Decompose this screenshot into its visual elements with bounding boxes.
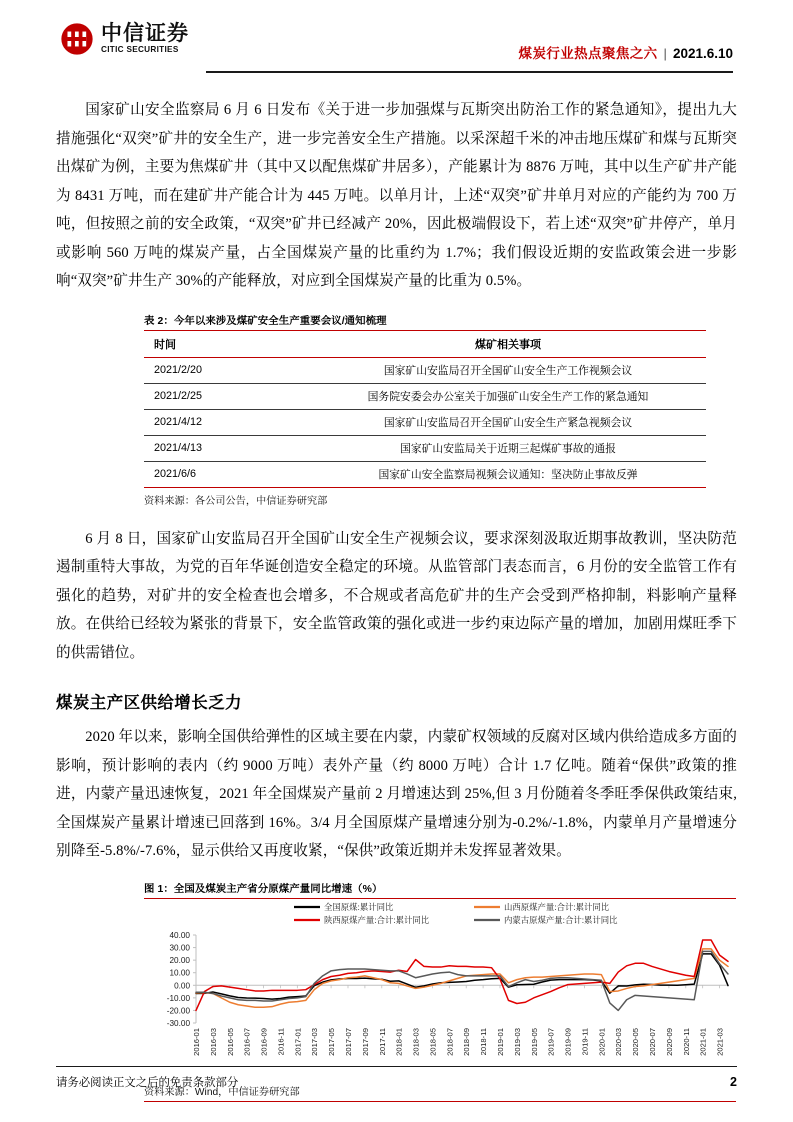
table-col-header-item: 煤矿相关事项 — [310, 330, 706, 357]
x-tick-label: 2018-07 — [445, 1027, 455, 1056]
page-number: 2 — [730, 1075, 737, 1089]
table-row — [144, 435, 706, 461]
paragraph-3: 2020 年以来，影响全国供给弹性的区域主要在内蒙，内蒙矿权领域的反腐对区域内供给造成多方面的影响，预计影响的表内（约 9000 万吨）表外产量（约 8000 万吨）合计 1.7 亿吨。随着“保供”政策的推进，内蒙产量迅速恢复，2021 年全国煤炭产量前 2 月增速达到 25%,但 3 月份随着冬季旺季保供政策结束,全国煤炭产量累计增速已回落到 16%。3/4 月全国原煤产量增速分别为-0.2%/-1.8%，内蒙单月产量增速分别降至-5.8%/-7.6%，显示供给又再度收紧，“保供”政策近期并未发挥显著效果。 — [56, 729, 737, 859]
x-tick-label: 2020-01 — [597, 1027, 607, 1056]
y-tick-label: -20.00 — [166, 1005, 190, 1015]
x-tick-label: 2017-01 — [293, 1027, 303, 1056]
x-tick-label: 2017-05 — [327, 1027, 337, 1056]
table-row — [144, 409, 706, 435]
cell-item: 国家矿山安全监察局视频会议通知：坚决防止事故反弹 — [310, 461, 706, 487]
x-tick-label: 2020-07 — [648, 1027, 657, 1056]
footer-divider — [56, 1066, 737, 1067]
report-date: 2021.6.10 — [672, 46, 733, 61]
legend-label: 全国原煤:累计同比 — [324, 901, 394, 912]
footer-disclaimer: 请务必阅读正文之后的免责条款部分 — [56, 1077, 239, 1089]
x-tick-label: 2020-09 — [664, 1027, 674, 1056]
chart-container — [144, 899, 736, 1081]
header-separator: | — [663, 46, 667, 61]
y-tick-label: 30.00 — [169, 943, 190, 953]
y-tick-label: 0.00 — [174, 980, 190, 990]
x-tick-label: 2016-01 — [192, 1027, 201, 1056]
line-chart — [144, 899, 736, 1081]
x-tick-label: 2019-11 — [580, 1027, 590, 1055]
table-source-note: 资料来源：各公司公告，中信证券研究部 — [144, 495, 328, 507]
header-divider — [206, 71, 733, 73]
cell-time: 2021/4/12 — [144, 409, 310, 435]
cell-item: 国家矿山安监局关于近期三起煤矿事故的通报 — [310, 435, 706, 461]
legend-label: 陕西原煤产量:合计:累计同比 — [324, 914, 430, 925]
x-tick-label: 2016-05 — [225, 1027, 235, 1056]
citic-logo — [60, 22, 189, 56]
x-tick-label: 2017-03 — [310, 1027, 320, 1056]
table-row — [144, 383, 706, 409]
figure-caption: 图 1：全国及煤炭主产省分原煤产量同比增速（%） — [144, 883, 383, 895]
table-body — [144, 357, 706, 487]
x-tick-label: 2017-07 — [344, 1027, 353, 1056]
x-tick-label: 2019-05 — [529, 1027, 539, 1056]
x-tick-label: 2019-09 — [563, 1027, 573, 1056]
y-tick-label: 20.00 — [169, 955, 190, 965]
table-caption: 表 2：今年以来涉及煤矿安全生产重要会议/通知梳理 — [144, 315, 387, 327]
x-tick-label: 2021-01 — [698, 1027, 708, 1056]
y-tick-label: -30.00 — [166, 1018, 190, 1028]
y-tick-label: -10.00 — [166, 993, 190, 1003]
x-tick-label: 2016-11 — [276, 1027, 286, 1055]
logo-name-cn: 中信证券 — [101, 21, 189, 46]
table-exhibit — [56, 312, 737, 507]
cell-time: 2021/2/25 — [144, 383, 310, 409]
citic-logo-icon — [60, 22, 94, 56]
page-header — [56, 0, 737, 72]
chart-series-line — [196, 951, 728, 1010]
x-tick-label: 2016-03 — [208, 1027, 218, 1056]
cell-item: 国务院安委会办公室关于加强矿山安全生产工作的紧急通知 — [310, 383, 706, 409]
cell-item: 国家矿山安监局召开全国矿山安全生产工作视频会议 — [310, 357, 706, 383]
logo-name-en: CITIC SECURITIES — [101, 45, 179, 55]
cell-time: 2021/6/6 — [144, 461, 310, 487]
table-header-row — [144, 330, 706, 357]
page-content — [56, 72, 737, 1102]
x-tick-label: 2016-09 — [259, 1027, 269, 1056]
x-tick-label: 2020-05 — [631, 1027, 641, 1056]
legend-label: 内蒙古原煤产量:合计:累计同比 — [504, 914, 618, 925]
x-tick-label: 2019-03 — [512, 1027, 522, 1056]
x-tick-label: 2018-09 — [462, 1027, 472, 1056]
x-tick-label: 2016-07 — [242, 1027, 252, 1056]
figure-bottom-rule — [144, 1101, 736, 1102]
table-row — [144, 461, 706, 487]
x-tick-label: 2019-01 — [496, 1027, 505, 1056]
x-tick-label: 2017-11 — [377, 1027, 387, 1055]
x-tick-label: 2018-05 — [428, 1027, 438, 1056]
cell-time: 2021/4/13 — [144, 435, 310, 461]
figure-source-note: 资料来源：Wind，中信证券研究部 — [144, 1086, 300, 1098]
x-tick-label: 2018-01 — [394, 1027, 404, 1056]
page-footer — [56, 1066, 737, 1090]
x-tick-label: 2019-07 — [546, 1027, 556, 1056]
cell-item: 国家矿山安监局召开全国矿山安全生产紧急视频会议 — [310, 409, 706, 435]
y-tick-label: 40.00 — [169, 930, 190, 940]
table-col-header-time: 时间 — [144, 330, 310, 357]
y-tick-label: 10.00 — [169, 968, 190, 978]
x-tick-label: 2018-03 — [411, 1027, 421, 1056]
report-series-title: 煤炭行业热点聚焦之六 — [518, 46, 658, 61]
cell-time: 2021/2/20 — [144, 357, 310, 383]
paragraph-2: 6 月 8 日，国家矿山安监局召开全国矿山安全生产视频会议，要求深刻汲取近期事故教训，坚决防范遏制重特大事故，为党的百年华诞创造安全稳定的环境。从监管部门表态而言，6 月份的安全监管工作有强化的趋势，对矿井的安全检查也会增多，不合规或者高危矿井的生产会受到严格抑制，料影响产量释放。在供给已经较为紧张的背景下，安全监管政策的强化或进一步约束边际产量的增加，加剧用煤旺季下的供需错位。 — [56, 530, 737, 661]
x-tick-label: 2021-03 — [715, 1027, 725, 1056]
x-tick-label: 2017-09 — [360, 1027, 370, 1056]
meetings-table — [144, 330, 706, 488]
x-tick-label: 2018-11 — [479, 1027, 489, 1055]
section-heading: 煤炭主产区供给增长乏力 — [56, 694, 242, 712]
legend-label: 山西原煤产量:合计:累计同比 — [504, 901, 610, 912]
table-row — [144, 357, 706, 383]
x-tick-label: 2020-11 — [681, 1027, 691, 1055]
table-head — [144, 330, 706, 357]
x-tick-label: 2020-03 — [614, 1027, 624, 1056]
paragraph-1: 国家矿山安全监察局 6 月 6 日发布《关于进一步加强煤与瓦斯突出防治工作的紧急通知》，提出九大措施强化“双突”矿井的安全生产，进一步完善安全生产措施。以采深超千米的冲击地压煤矿和煤与瓦斯突出煤矿为例，主要为焦煤矿井（其中又以配焦煤矿井居多），产能累计为 8876 万吨，其中以生产矿井产能为 8431 万吨，而在建矿井产能合计为 445 万吨。以单月计，上述“双突”矿井单月对应的产能约为 700 万吨，但按照之前的安全政策，“双突”矿井已经减产 20%，因此极端假设下，若上述“双突”矿井停产，单月或影响 560 万吨的煤炭产量，占全国煤炭产量的比重约为 1.7%；我们假设近期的安监政策会进一步影响“双突”矿井生产 30%的产能释放，对应到全国煤炭产量的比重为 0.5%。 — [56, 102, 737, 289]
header-title-block — [519, 42, 733, 62]
